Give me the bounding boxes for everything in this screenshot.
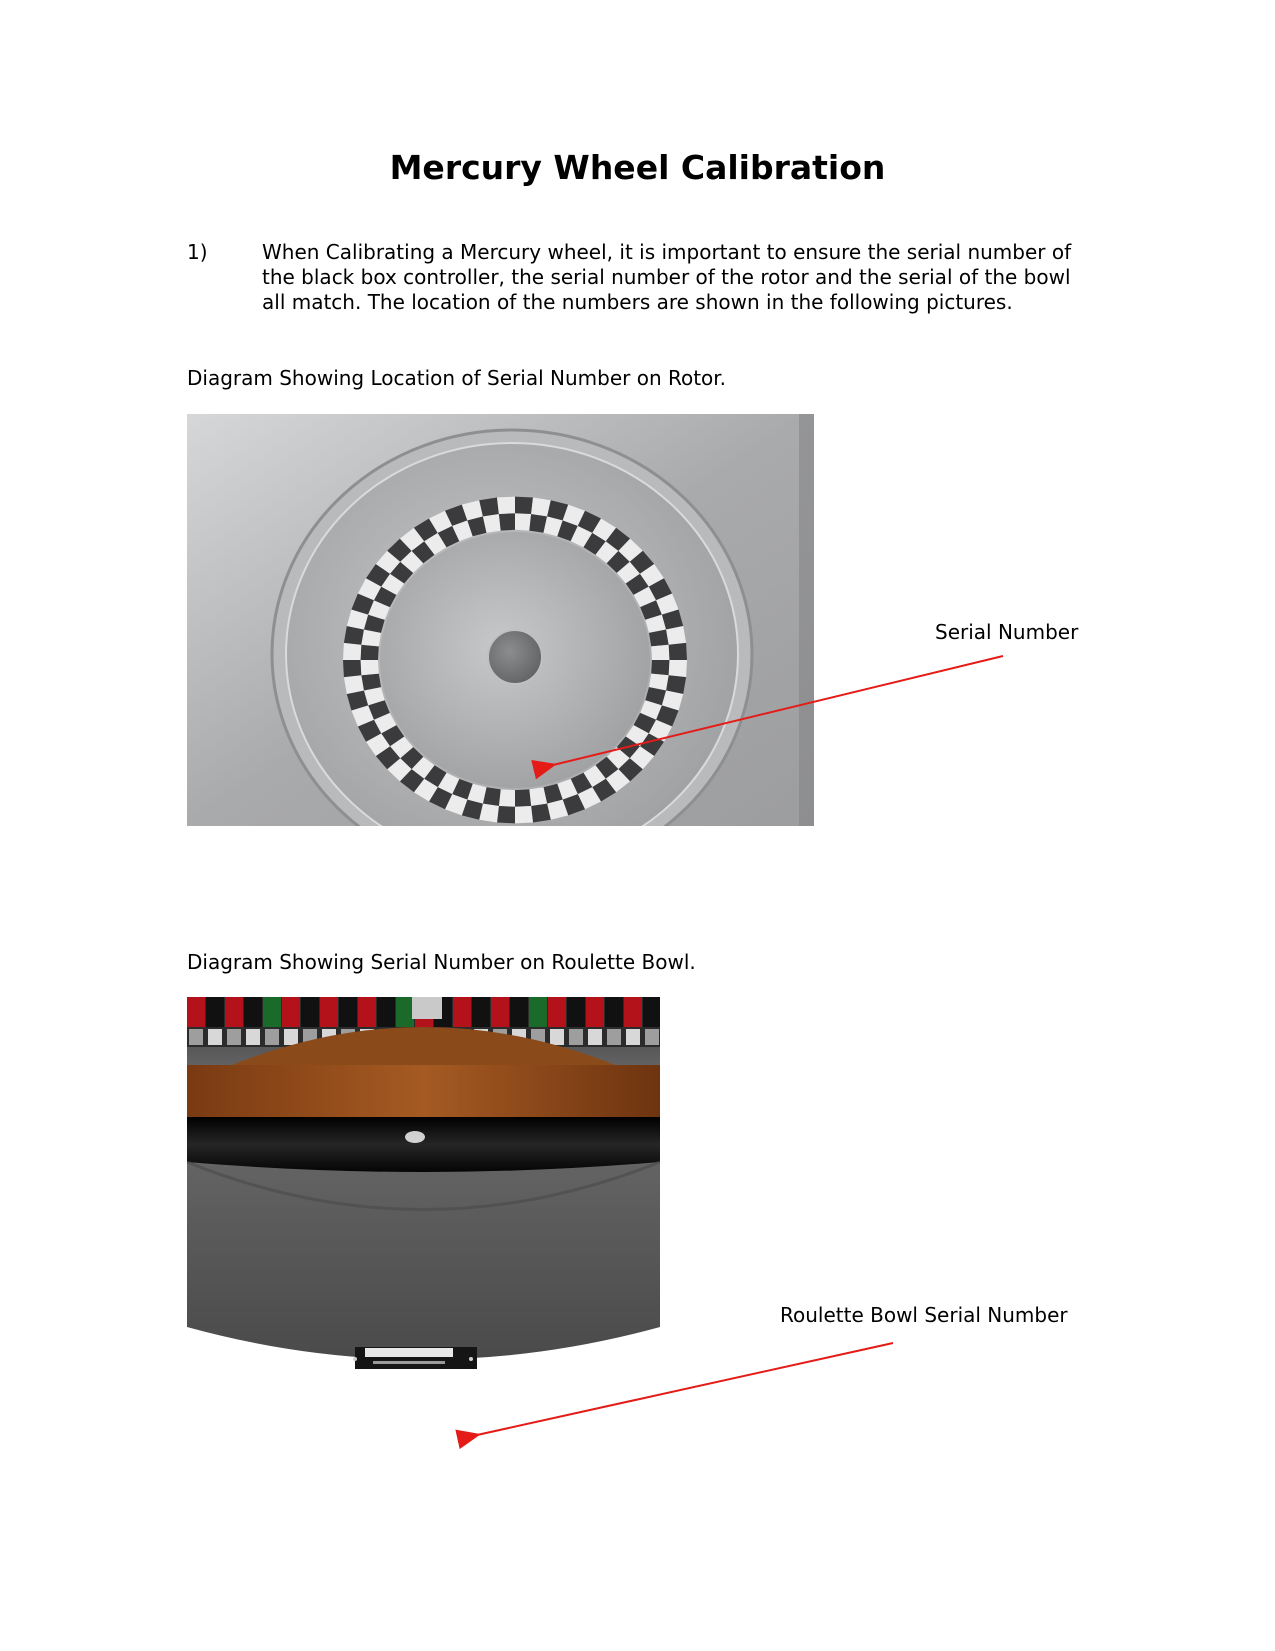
rotor-photo [187,414,814,826]
roulette-fret [645,1029,659,1045]
encoder-segment [497,806,515,823]
roulette-pocket [453,997,471,1027]
encoder-segment [499,513,515,530]
roulette-pocket [187,997,205,1027]
encoder-segment [515,497,533,514]
roulette-pocket [396,997,414,1027]
roulette-fret [607,1029,621,1045]
roulette-pocket [225,997,243,1027]
encoder-segment [343,660,361,677]
roulette-pocket [377,997,395,1027]
encoder-segment [361,660,379,675]
roulette-fret [588,1029,602,1045]
roulette-pocket [472,997,490,1027]
roulette-pocket [643,997,660,1027]
roulette-pocket [605,997,623,1027]
roulette-pocket [301,997,319,1027]
roulette-fret [626,1029,640,1045]
figure-caption-bowl: Diagram Showing Serial Number on Roulette Bowl. [187,950,696,974]
roulette-fret [227,1029,241,1045]
encoder-segment [669,660,687,677]
roulette-fret [265,1029,279,1045]
roulette-pocket [586,997,604,1027]
roulette-pocket [320,997,338,1027]
encoder-segment [361,645,379,660]
encoder-segment [499,789,515,806]
roulette-pocket [358,997,376,1027]
encoder-segment [515,789,531,806]
roulette-fret [246,1029,260,1045]
roulette-pocket [339,997,357,1027]
roulette-pocket [282,997,300,1027]
roulette-pocket [510,997,528,1027]
encoder-segment [343,643,361,660]
roulette-fret [189,1029,203,1045]
roulette-bowl-photo [187,997,660,1369]
roulette-pocket [567,997,585,1027]
page-title: Mercury Wheel Calibration [389,148,886,187]
roulette-pocket [263,997,281,1027]
roulette-fret [569,1029,583,1045]
roulette-pocket [491,997,509,1027]
encoder-segment [497,497,515,514]
roulette-fret [284,1029,298,1045]
encoder-segment [651,645,669,660]
roulette-pocket [624,997,642,1027]
roulette-pocket [529,997,547,1027]
roulette-pocket [548,997,566,1027]
roulette-fret [208,1029,222,1045]
list-item-number: 1) [187,240,208,264]
roulette-pocket [244,997,262,1027]
encoder-segment [515,513,531,530]
encoder-segment [515,806,533,823]
encoder-segment [651,660,669,675]
figure-caption-rotor: Diagram Showing Location of Serial Number on Rotor. [187,366,727,390]
callout-serial-number: Serial Number [935,620,1079,644]
roulette-fret [550,1029,564,1045]
list-item-text: When Calibrating a Mercury wheel, it is important to ensure the serial number of the black box controller, the serial number of the rotor and the serial of the bowl all match. The location of the numbers are shown in the following pictures. [262,240,1072,314]
encoder-segment [669,643,687,660]
roulette-pocket [206,997,224,1027]
callout-roulette-bowl-serial-number: Roulette Bowl Serial Number [780,1303,1068,1327]
